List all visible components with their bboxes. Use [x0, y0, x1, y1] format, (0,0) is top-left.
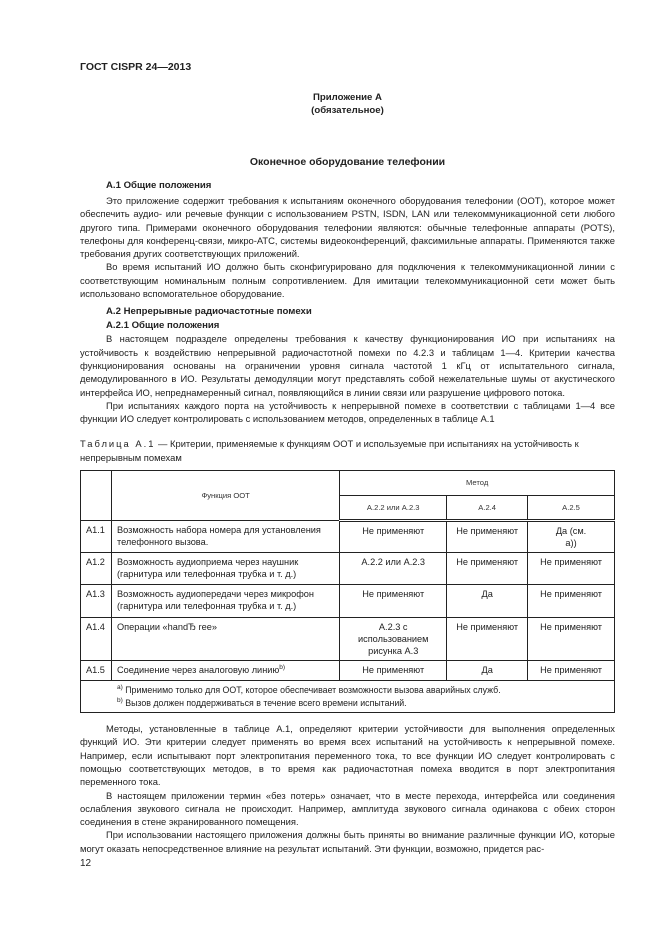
row-id: А1.3: [81, 585, 112, 618]
footnote-mark: a): [117, 684, 123, 692]
row-method-2: Не применяют: [447, 521, 528, 553]
row-method-3: Не применяют: [528, 618, 615, 661]
row-method-1: А.2.2 или А.2.3: [340, 553, 447, 585]
footnote-a: [117, 684, 609, 697]
section-heading-a2: А.2 Непрерывные радиочастотные помехи: [106, 306, 312, 318]
paragraph-text: В настоящем подразделе определены требования к качеству функционирования ИО при испытаниях на устойчивость к воздействию непрерывной радиочастотной помехи по 4.2.3 и таблицам 1—4. Критерии качества функционирования основаны на ограничении уровня сигнала частотой 1 кГц от испытательного сигнала, демодулированного в ИО. Результаты демодуляции могут представлять собой нежелательные шумы от акустического интерфейса ИО, непреднамеренный сигнал, появляющийся в линии связи или разрушение цифрового потока.: [80, 333, 615, 398]
caption-label: Таблица А.1: [80, 438, 156, 450]
caption-text: — Критерии, применяемые к функциям ООТ и используемые при испытаниях на устойчивость к непрерывным помехам: [80, 438, 579, 463]
paragraph: [80, 194, 615, 260]
row-function: Возможность аудиопередачи через микрофон (гарнитура или телефонная трубка и т. д.): [111, 585, 339, 618]
paragraph: [80, 399, 615, 426]
footnote-mark: b): [117, 696, 123, 704]
table-row: [81, 618, 615, 661]
header-method-1: А.2.2 или А.2.3: [340, 496, 447, 521]
row-method-1: Не применяют: [340, 585, 447, 618]
paragraph: [80, 332, 615, 398]
header-method-3: А.2.5: [528, 496, 615, 521]
footnote-text: Вызов должен поддерживаться в течение всего времени испытаний.: [122, 697, 407, 708]
paragraph: [80, 722, 615, 788]
criteria-table: [80, 470, 615, 713]
page-number: 12: [80, 858, 92, 870]
main-title: Оконечное оборудование телефонии: [249, 156, 446, 168]
table-caption: [80, 437, 615, 464]
row-function: Возможность набора номера для установления телефонного вызова.: [111, 521, 339, 553]
table-footnotes: [81, 681, 615, 713]
table-row: [81, 553, 615, 585]
header-method-2: А.2.4: [447, 496, 528, 521]
table-row: [81, 585, 615, 618]
table-row: [81, 521, 615, 553]
row-method-1: Не применяют: [340, 661, 447, 681]
row-id: А1.2: [81, 553, 112, 585]
section-heading-a21: А.2.1 Общие положения: [106, 320, 220, 332]
footnote-b: [117, 697, 609, 710]
footnote-text: Применимо только для ООТ, которое обеспечивает возможности вызова аварийных служб.: [122, 685, 501, 696]
row-method-3: Да (см. а)): [528, 521, 615, 553]
header-function: Функция ООТ: [111, 471, 339, 521]
row-method-2: Не применяют: [447, 553, 528, 585]
row-function: Возможность аудиоприема через наушник (гарнитура или телефонная трубка и т. д.): [111, 553, 339, 585]
table-row: [81, 661, 615, 681]
row-id: А1.4: [81, 618, 112, 661]
row-function: [111, 661, 339, 681]
row-method-3: Не применяют: [528, 585, 615, 618]
paragraph-text: В настоящем приложении термин «без потерь» означает, что в месте перехода, интерфейса или соединения ослабления звукового сигнала не происходит. Например, амплитуда звукового сигнала одинакова с обеих сторон соединения в стене экранированного помещения.: [80, 789, 615, 828]
row-method-1: Не применяют: [340, 521, 447, 553]
row-method-3: Не применяют: [528, 553, 615, 585]
header-id: [81, 471, 112, 521]
annex-title: Приложение А: [313, 92, 382, 103]
row-function-text: Соединение через аналоговую линию: [116, 665, 280, 676]
document-header: ГОСТ CISPR 24—2013: [80, 61, 192, 73]
row-method-3: Не применяют: [528, 661, 615, 681]
row-method-2: Да: [447, 585, 528, 618]
paragraph-text: Методы, установленные в таблице А.1, определяют критерии устойчивости для выполнения определенных функций ИО. Эти критерии следует применять во время всех испытаний на устойчивость к непрерывной помехе. Например, если испытывают порт электропитания переменного тока, то все функции ИО следует контролировать с помощью соответствующих методов, в то время как радиочастотная помеха вводится в порт электропитания переменного тока.: [80, 723, 615, 788]
paragraph-text: При испытаниях каждого порта на устойчивость к непрерывной помехе в соответствии с таблицами 1—4 все функции ИО следует контролировать с использованием методов, определенных в таблице А.1: [80, 399, 615, 425]
row-method-2: Не применяют: [447, 618, 528, 661]
paragraph: [80, 260, 615, 300]
paragraph: [80, 828, 615, 855]
row-id: А1.1: [81, 521, 112, 553]
row-function: Операции «handЂ ree»: [111, 618, 339, 661]
paragraph-text: При использовании настоящего приложения должны быть приняты во внимание различные функции ИО, которые могут оказать непосредственное влияние на результат испытаний. Эти функции, возможно, придется рас-: [80, 829, 615, 854]
annex-status: (обязательное): [311, 105, 384, 116]
row-method-2: Да: [447, 661, 528, 681]
row-id: А1.5: [81, 661, 112, 681]
header-method: Метод: [340, 471, 615, 496]
paragraph-text: Это приложение содержит требования к испытаниям оконечного оборудования телефонии (ООТ), которое может обеспечить аудио- или речевые функции с использованием PSTN, ISDN, LAN или телекоммуникационной сети любого другого типа. Примерами оконечного оборудования телефонии являются: обычные телефонные аппараты (POTS), телефоны для конференц-связи, микро-АТС, системы видеоконференций, факсимильные аппараты. Применяются также требования других соответствующих приложений.: [80, 195, 615, 260]
section-heading-a1: А.1 Общие положения: [106, 180, 212, 191]
footnote-ref: b): [279, 663, 286, 671]
paragraph: [80, 789, 615, 829]
row-method-1: А.2.3 с использованием рисунка А.3: [340, 618, 447, 661]
paragraph-text: Во время испытаний ИО должно быть сконфигурировано для подключения к телекоммуникационной линии с соответствующим номинальным полным сопротивлением. Для имитации телекоммуникационной сети может быть использовано вспомогательное оборудование.: [80, 261, 615, 300]
